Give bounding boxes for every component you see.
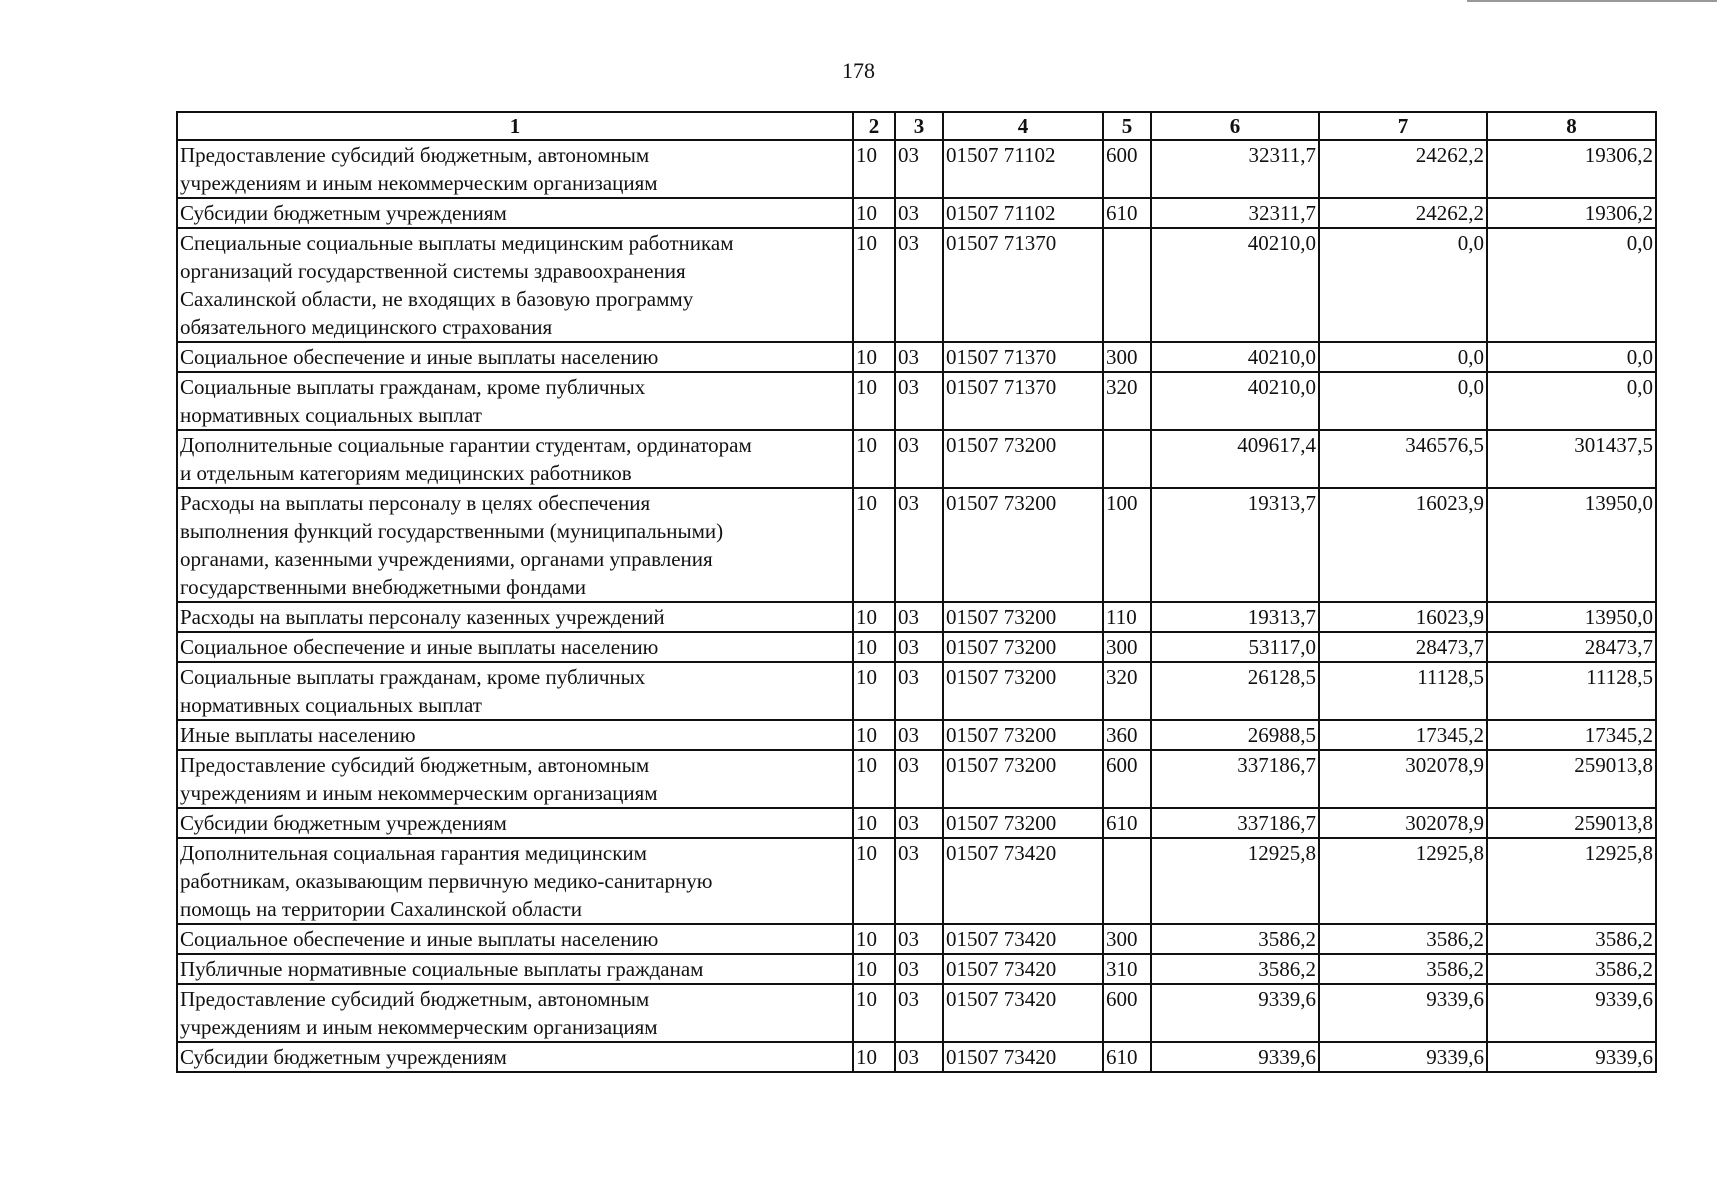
section-code-cell: 10 — [853, 372, 895, 430]
row-name-cell: Социальное обеспечение и иные выплаты населению — [177, 924, 853, 954]
amount-col8-cell: 11128,5 — [1487, 662, 1656, 720]
row-name-cell: Социальное обеспечение и иные выплаты населению — [177, 632, 853, 662]
table-row — [177, 954, 1656, 984]
amount-col6-cell: 12925,8 — [1151, 838, 1319, 924]
amount-col6-cell: 3586,2 — [1151, 924, 1319, 954]
section-code-cell: 10 — [853, 430, 895, 488]
section-code-cell: 10 — [853, 720, 895, 750]
expense-type-cell: 610 — [1103, 1042, 1151, 1072]
target-article-cell: 01507 73200 — [943, 808, 1103, 838]
amount-col8-cell: 13950,0 — [1487, 488, 1656, 602]
amount-col6-cell: 337186,7 — [1151, 750, 1319, 808]
subsection-code-cell: 03 — [895, 140, 943, 198]
amount-col7-cell: 0,0 — [1319, 228, 1487, 342]
amount-col7-cell: 16023,9 — [1319, 488, 1487, 602]
col-header-4: 4 — [943, 112, 1103, 140]
amount-col6-cell: 337186,7 — [1151, 808, 1319, 838]
amount-col7-cell: 9339,6 — [1319, 1042, 1487, 1072]
subsection-code-cell: 03 — [895, 750, 943, 808]
expense-type-cell: 100 — [1103, 488, 1151, 602]
target-article-cell: 01507 73200 — [943, 632, 1103, 662]
expense-type-cell: 300 — [1103, 342, 1151, 372]
section-code-cell: 10 — [853, 924, 895, 954]
section-code-cell: 10 — [853, 632, 895, 662]
amount-col7-cell: 28473,7 — [1319, 632, 1487, 662]
amount-col6-cell: 53117,0 — [1151, 632, 1319, 662]
expense-type-cell: 310 — [1103, 954, 1151, 984]
header-row — [177, 112, 1656, 140]
amount-col6-cell: 19313,7 — [1151, 488, 1319, 602]
expense-type-cell: 300 — [1103, 632, 1151, 662]
amount-col6-cell: 40210,0 — [1151, 342, 1319, 372]
section-code-cell: 10 — [853, 198, 895, 228]
amount-col6-cell: 19313,7 — [1151, 602, 1319, 632]
amount-col8-cell: 259013,8 — [1487, 808, 1656, 838]
subsection-code-cell: 03 — [895, 198, 943, 228]
row-name-cell: Иные выплаты населению — [177, 720, 853, 750]
col-header-5: 5 — [1103, 112, 1151, 140]
expense-type-cell: 610 — [1103, 198, 1151, 228]
expense-type-cell — [1103, 838, 1151, 924]
subsection-code-cell: 03 — [895, 632, 943, 662]
page-number: 178 — [842, 58, 875, 83]
amount-col6-cell: 26128,5 — [1151, 662, 1319, 720]
amount-col6-cell: 26988,5 — [1151, 720, 1319, 750]
col-header-8: 8 — [1487, 112, 1656, 140]
amount-col8-cell: 19306,2 — [1487, 140, 1656, 198]
table-row — [177, 750, 1656, 808]
amount-col7-cell: 3586,2 — [1319, 954, 1487, 984]
amount-col8-cell: 3586,2 — [1487, 954, 1656, 984]
subsection-code-cell: 03 — [895, 602, 943, 632]
target-article-cell: 01507 71370 — [943, 228, 1103, 342]
table-row — [177, 838, 1656, 924]
subsection-code-cell: 03 — [895, 488, 943, 602]
table-row — [177, 372, 1656, 430]
subsection-code-cell: 03 — [895, 984, 943, 1042]
target-article-cell: 01507 73420 — [943, 924, 1103, 954]
subsection-code-cell: 03 — [895, 924, 943, 954]
target-article-cell: 01507 73200 — [943, 430, 1103, 488]
row-name-cell: Социальные выплаты гражданам, кроме публичных нормативных социальных выплат — [177, 372, 853, 430]
amount-col6-cell: 3586,2 — [1151, 954, 1319, 984]
table-row — [177, 720, 1656, 750]
section-code-cell: 10 — [853, 1042, 895, 1072]
table-row — [177, 488, 1656, 602]
subsection-code-cell: 03 — [895, 838, 943, 924]
target-article-cell: 01507 73420 — [943, 1042, 1103, 1072]
col-header-1: 1 — [177, 112, 853, 140]
amount-col8-cell: 13950,0 — [1487, 602, 1656, 632]
amount-col7-cell: 0,0 — [1319, 372, 1487, 430]
amount-col7-cell: 17345,2 — [1319, 720, 1487, 750]
col-header-3: 3 — [895, 112, 943, 140]
expense-type-cell — [1103, 228, 1151, 342]
amount-col6-cell: 9339,6 — [1151, 984, 1319, 1042]
table-row — [177, 984, 1656, 1042]
subsection-code-cell: 03 — [895, 430, 943, 488]
expense-type-cell: 300 — [1103, 924, 1151, 954]
table-row — [177, 632, 1656, 662]
amount-col8-cell: 28473,7 — [1487, 632, 1656, 662]
section-code-cell: 10 — [853, 228, 895, 342]
subsection-code-cell: 03 — [895, 720, 943, 750]
target-article-cell: 01507 71102 — [943, 140, 1103, 198]
amount-col7-cell: 302078,9 — [1319, 750, 1487, 808]
row-name-cell: Публичные нормативные социальные выплаты гражданам — [177, 954, 853, 984]
expense-type-cell: 600 — [1103, 750, 1151, 808]
amount-col6-cell: 32311,7 — [1151, 198, 1319, 228]
section-code-cell: 10 — [853, 342, 895, 372]
table-row — [177, 602, 1656, 632]
budget-table — [176, 111, 1657, 1073]
amount-col7-cell: 24262,2 — [1319, 140, 1487, 198]
amount-col8-cell: 0,0 — [1487, 228, 1656, 342]
subsection-code-cell: 03 — [895, 372, 943, 430]
row-name-cell: Дополнительная социальная гарантия медицинским работникам, оказывающим первичную медико-санитарную помощь на территории Сахалинской области — [177, 838, 853, 924]
target-article-cell: 01507 73420 — [943, 984, 1103, 1042]
table-row — [177, 808, 1656, 838]
table-row — [177, 430, 1656, 488]
amount-col8-cell: 17345,2 — [1487, 720, 1656, 750]
target-article-cell: 01507 73200 — [943, 602, 1103, 632]
subsection-code-cell: 03 — [895, 954, 943, 984]
row-name-cell: Социальное обеспечение и иные выплаты населению — [177, 342, 853, 372]
amount-col8-cell: 259013,8 — [1487, 750, 1656, 808]
table-row — [177, 924, 1656, 954]
amount-col7-cell: 302078,9 — [1319, 808, 1487, 838]
amount-col8-cell: 9339,6 — [1487, 984, 1656, 1042]
amount-col6-cell: 32311,7 — [1151, 140, 1319, 198]
table-body — [177, 140, 1656, 1072]
expense-type-cell: 600 — [1103, 140, 1151, 198]
expense-type-cell: 110 — [1103, 602, 1151, 632]
target-article-cell: 01507 73200 — [943, 720, 1103, 750]
table-row — [177, 1042, 1656, 1072]
target-article-cell: 01507 73200 — [943, 488, 1103, 602]
target-article-cell: 01507 73420 — [943, 954, 1103, 984]
row-name-cell: Субсидии бюджетным учреждениям — [177, 1042, 853, 1072]
amount-col6-cell: 40210,0 — [1151, 372, 1319, 430]
section-code-cell: 10 — [853, 750, 895, 808]
target-article-cell: 01507 71102 — [943, 198, 1103, 228]
row-name-cell: Предоставление субсидий бюджетным, автономным учреждениям и иным некоммерческим организациям — [177, 984, 853, 1042]
row-name-cell: Социальные выплаты гражданам, кроме публичных нормативных социальных выплат — [177, 662, 853, 720]
table-row — [177, 342, 1656, 372]
row-name-cell: Субсидии бюджетным учреждениям — [177, 198, 853, 228]
amount-col7-cell: 346576,5 — [1319, 430, 1487, 488]
target-article-cell: 01507 73200 — [943, 662, 1103, 720]
section-code-cell: 10 — [853, 808, 895, 838]
amount-col7-cell: 24262,2 — [1319, 198, 1487, 228]
amount-col7-cell: 0,0 — [1319, 342, 1487, 372]
table-row — [177, 198, 1656, 228]
amount-col7-cell: 16023,9 — [1319, 602, 1487, 632]
col-header-2: 2 — [853, 112, 895, 140]
section-code-cell: 10 — [853, 838, 895, 924]
amount-col7-cell: 3586,2 — [1319, 924, 1487, 954]
expense-type-cell: 320 — [1103, 372, 1151, 430]
target-article-cell: 01507 73420 — [943, 838, 1103, 924]
expense-type-cell: 600 — [1103, 984, 1151, 1042]
subsection-code-cell: 03 — [895, 342, 943, 372]
amount-col8-cell: 19306,2 — [1487, 198, 1656, 228]
target-article-cell: 01507 71370 — [943, 372, 1103, 430]
amount-col6-cell: 9339,6 — [1151, 1042, 1319, 1072]
row-name-cell: Предоставление субсидий бюджетным, автономным учреждениям и иным некоммерческим организациям — [177, 140, 853, 198]
subsection-code-cell: 03 — [895, 228, 943, 342]
row-name-cell: Субсидии бюджетным учреждениям — [177, 808, 853, 838]
amount-col8-cell: 0,0 — [1487, 372, 1656, 430]
subsection-code-cell: 03 — [895, 808, 943, 838]
target-article-cell: 01507 71370 — [943, 342, 1103, 372]
amount-col8-cell: 301437,5 — [1487, 430, 1656, 488]
expense-type-cell: 360 — [1103, 720, 1151, 750]
table-row — [177, 140, 1656, 198]
section-code-cell: 10 — [853, 488, 895, 602]
row-name-cell: Расходы на выплаты персоналу в целях обеспечения выполнения функций государственными (муниципальными) органами, казенными учреждениями, органами управления государственными внебюджетными фондами — [177, 488, 853, 602]
amount-col8-cell: 12925,8 — [1487, 838, 1656, 924]
table-row — [177, 662, 1656, 720]
section-code-cell: 10 — [853, 954, 895, 984]
target-article-cell: 01507 73200 — [943, 750, 1103, 808]
expense-type-cell: 320 — [1103, 662, 1151, 720]
section-code-cell: 10 — [853, 662, 895, 720]
amount-col8-cell: 3586,2 — [1487, 924, 1656, 954]
row-name-cell: Дополнительные социальные гарантии студентам, ординаторам и отдельным категориям медицинских работников — [177, 430, 853, 488]
amount-col8-cell: 0,0 — [1487, 342, 1656, 372]
section-code-cell: 10 — [853, 602, 895, 632]
col-header-7: 7 — [1319, 112, 1487, 140]
table-row — [177, 228, 1656, 342]
subsection-code-cell: 03 — [895, 1042, 943, 1072]
row-name-cell: Расходы на выплаты персоналу казенных учреждений — [177, 602, 853, 632]
col-header-6: 6 — [1151, 112, 1319, 140]
amount-col7-cell: 12925,8 — [1319, 838, 1487, 924]
amount-col7-cell: 9339,6 — [1319, 984, 1487, 1042]
expense-type-cell — [1103, 430, 1151, 488]
expense-type-cell: 610 — [1103, 808, 1151, 838]
amount-col7-cell: 11128,5 — [1319, 662, 1487, 720]
amount-col8-cell: 9339,6 — [1487, 1042, 1656, 1072]
row-name-cell: Предоставление субсидий бюджетным, автономным учреждениям и иным некоммерческим организациям — [177, 750, 853, 808]
row-name-cell: Специальные социальные выплаты медицинским работникам организаций государственной системы здравоохранения Сахалинской области, не входящих в базовую программу обязательного медицинского страхования — [177, 228, 853, 342]
subsection-code-cell: 03 — [895, 662, 943, 720]
top-edge-rule — [1467, 0, 1717, 2]
section-code-cell: 10 — [853, 140, 895, 198]
section-code-cell: 10 — [853, 984, 895, 1042]
amount-col6-cell: 409617,4 — [1151, 430, 1319, 488]
amount-col6-cell: 40210,0 — [1151, 228, 1319, 342]
